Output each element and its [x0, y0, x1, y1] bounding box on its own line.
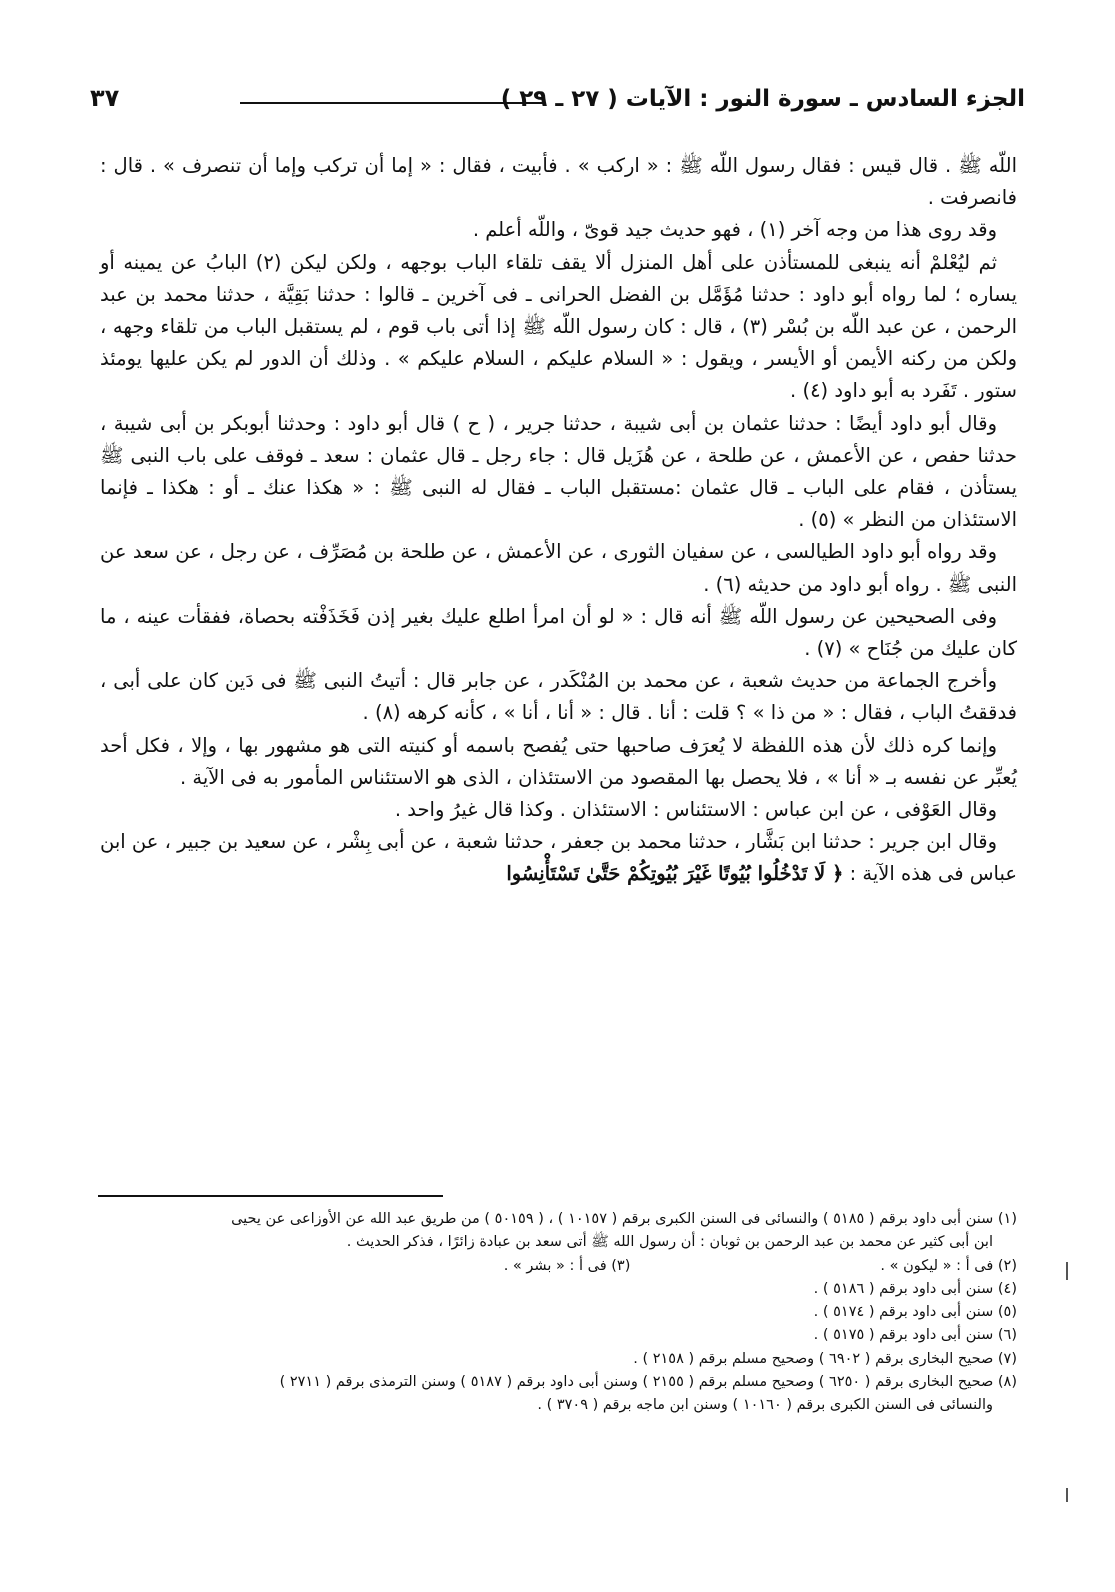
scan-edge-mark: [1066, 1488, 1068, 1502]
paragraph-3: ثم ليُعْلمْ أنه ينبغى للمستأذن على أهل المنزل ألا يقف تلقاء الباب بوجهه ، ولكن ليكن (٢) البابُ عن يمينه أو يساره ؛ لما رواه أبو داود : حدثنا مُؤَمَّل بن الفضل الحرانى ـ فى آخرين ـ قالوا : حدثنا بَقِيَّة ، حدثنا محمد بن عبد الرحمن ، عن عبد اللّه بن بُسْر (٣) ، قال : كان رسول اللّه ﷺ إذا أتى باب قوم ، لم يستقبل الباب من تلقاء وجهه ، ولكن من ركنه الأيمن أو الأيسر ، ويقول : « السلام عليكم ، السلام عليكم » . وذلك أن الدور لم يكن عليها يومئذ ستور . تَفَرد به أبو داود (٤) .: [100, 250, 1017, 403]
paragraph-6: وفى الصحيحين عن رسول اللّه ﷺ أنه قال : « لو أن امرأ اطلع عليك بغير إذن فَخَذَفْته بحصاة، ففقأت عينه ، ما كان عليك من جُنَاح » (٧) .: [100, 604, 1017, 661]
footnote-3: (٣) فى أ : « بشر » .: [503, 1257, 631, 1274]
footnote-1: (١) سنن أبى داود برقم ( ٥١٨٥ ) والنسائى فى السنن الكبرى برقم ( ١٠١٥٧ ) ، ( ٥٠١٥٩ ) من طريق عبد الله عن الأوزاعى عن يحيى: [231, 1211, 1017, 1227]
footnote-7: (٧) صحيح البخارى برقم ( ٦٩٠٢ ) وصحيح مسلم برقم ( ٢١٥٨ ) .: [633, 1350, 1017, 1367]
paragraph-4: وقال أبو داود أيضًا : حدثنا عثمان بن أبى شيبة ، حدثنا جرير ، ( ح ) قال أبو داود : وحدثنا أبوبكر بن أبى شيبة ، حدثنا حفص ، عن الأعمش ، عن طلحة ، عن هُزَيل قال : جاء رجل ـ قال عثمان : سعد ـ فوقف على باب النبى ﷺ يستأذن ، فقام على الباب ـ قال عثمان :مستقبل الباب ـ فقال له النبى ﷺ : « هكذا عنك ـ أو : هكذا ـ فإنما الاستئذان من النظر » (٥) .: [100, 411, 1017, 532]
footnote-8-continued: والنسائى فى السنن الكبرى برقم ( ١٠١٦٠ ) وسنن ابن ماجه برقم ( ٣٧٠٩ ) .: [537, 1397, 993, 1414]
footnote-1-continued: ابن أبى كثير عن محمد بن عبد الرحمن بن ثوبان : أن رسول الله ﷺ أتى سعد بن عبادة زائرًا ، فذكر الحديث .: [346, 1234, 993, 1251]
footnotes: [100, 1208, 1017, 1418]
footnote-divider: [98, 1195, 443, 1197]
paragraph-2: وقد روى هذا من وجه آخر (١) ، فهو حديث جيد قوىّ ، واللّه أعلم .: [472, 218, 997, 242]
running-header: [90, 82, 1025, 122]
footnote-5: (٥) سنن أبى داود برقم ( ٥١٧٤ ) .: [813, 1304, 1017, 1321]
header-rule: [240, 102, 545, 104]
header-title: الجزء السادس ـ سورة النور : الآيات ( ٢٧ ـ ٢٩ ): [500, 86, 1025, 112]
paragraph-7: وأخرج الجماعة من حديث شعبة ، عن محمد بن المُنْكَدر ، عن جابر قال : أتيتُ النبى ﷺ فى دَين كان على أبى ، فدققتُ الباب ، فقال : « من ذا » ؟ قلت : أنا . قال : « أنا ، أنا » ، كأنه كرهه (٨) .: [100, 669, 1017, 725]
paragraph-9: وقال العَوْفى ، عن ابن عباس : الاستئناس : الاستئذان . وكذا قال غيرُ واحد .: [394, 798, 997, 822]
paragraph-10-text: وقال ابن جرير : حدثنا ابن بَشَّار ، حدثنا محمد بن جعفر ، حدثنا شعبة ، عن أبى بِشْر ، عن سعيد بن جبير ، عن ابن عباس فى هذه الآية :: [100, 830, 1017, 886]
paragraph-10: [100, 826, 1017, 890]
page-number: ٣٧: [90, 84, 120, 112]
footnote-4: (٤) سنن أبى داود برقم ( ٥١٨٦ ) .: [813, 1280, 1017, 1297]
paragraph-5: وقد رواه أبو داود الطيالسى ، عن سفيان الثورى ، عن الأعمش ، عن طلحة بن مُصَرِّف ، عن رجل ، عن سعد عن النبى ﷺ . رواه أبو داود من حديثه (٦) .: [100, 540, 1017, 596]
paragraph-8: وإنما كره ذلك لأن هذه اللفظة لا يُعرَف صاحبها حتى يُفصح باسمه أو كنيته التى هو مشهور بها ، وإلا ، فكل أحد يُعبِّر عن نفسه بـ « أنا » ، فلا يحصل بها المقصود من الاستئذان ، الذى هو الاستئناس المأمور به فى الآية .: [100, 733, 1017, 789]
main-text: [100, 150, 1017, 891]
scan-edge-mark: [1066, 1262, 1068, 1280]
paragraph-1: اللّه ﷺ . قال قيس : فقال رسول اللّه ﷺ : « اركب » . فأبيت ، فقال : « إما أن تركب وإما أن تنصرف » . قال : فانصرفت .: [100, 154, 1017, 210]
footnote-8: (٨) صحيح البخارى برقم ( ٦٢٥٠ ) وصحيح مسلم برقم ( ٢١٥٥ ) وسنن أبى داود برقم ( ٥١٨٧ ) وسنن الترمذى برقم ( ٢٧١١ ): [279, 1374, 1017, 1391]
footnote-2-3: [100, 1255, 1017, 1278]
footnote-6: (٦) سنن أبى داود برقم ( ٥١٧٥ ) .: [813, 1327, 1017, 1344]
footnote-2: (٢) فى أ : « ليكون » .: [880, 1257, 1017, 1274]
quran-verse: ﴿ لَا تَدْخُلُوا بُيُوتًا غَيْرَ بُيُوتِكُمْ حَتَّىٰ تَسْتَأْنِسُوا: [506, 862, 844, 886]
